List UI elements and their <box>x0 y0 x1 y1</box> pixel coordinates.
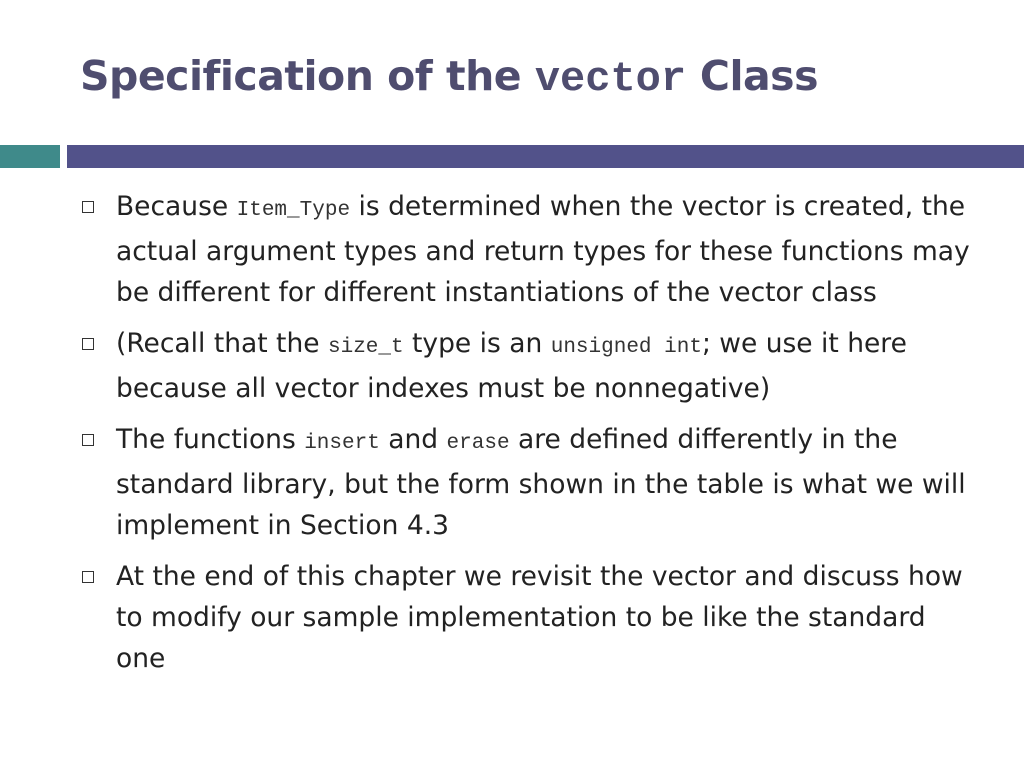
bullet-text: ; we use it here because all vector indexes must be nonnegative) <box>116 328 907 404</box>
square-bullet-icon <box>82 201 94 213</box>
code-term: insert <box>304 432 380 455</box>
square-bullet-icon <box>82 338 94 350</box>
bullet-item-2 <box>80 323 980 409</box>
code-term: unsigned int <box>550 336 702 359</box>
bullet-text: type is an <box>403 328 551 359</box>
title-text-start: Specification of the <box>80 52 535 100</box>
code-term: erase <box>446 432 510 455</box>
accent-bar-teal <box>0 145 60 168</box>
bullet-text: At the end of this chapter we revisit the vector and discuss how to modify our sample implementation to be like the standard one <box>116 561 963 674</box>
bullet-item-3 <box>80 419 980 546</box>
accent-bar-purple <box>67 145 1024 168</box>
square-bullet-icon <box>82 571 94 583</box>
bullet-text: are defined differently in the standard library, but the form shown in the table is what we will implement in Section 4.3 <box>116 424 966 541</box>
bullet-text: is determined when the vector is created, the actual argument types and return types for these functions may be different for different instantiations of the vector class <box>116 191 970 308</box>
slide-title <box>80 52 818 103</box>
bullet-text: and <box>379 424 447 455</box>
bullet-item-4 <box>80 556 980 679</box>
bullet-text: Because <box>116 191 237 222</box>
square-bullet-icon <box>82 434 94 446</box>
bullet-text: The functions <box>116 424 305 455</box>
bullet-text: (Recall that the <box>116 328 328 359</box>
bullet-list <box>80 186 980 689</box>
bullet-item-1 <box>80 186 980 313</box>
code-term: Item_Type <box>236 199 351 222</box>
title-code: vector <box>534 55 687 103</box>
title-text-end: Class <box>686 52 818 100</box>
code-term: size_t <box>327 336 404 359</box>
